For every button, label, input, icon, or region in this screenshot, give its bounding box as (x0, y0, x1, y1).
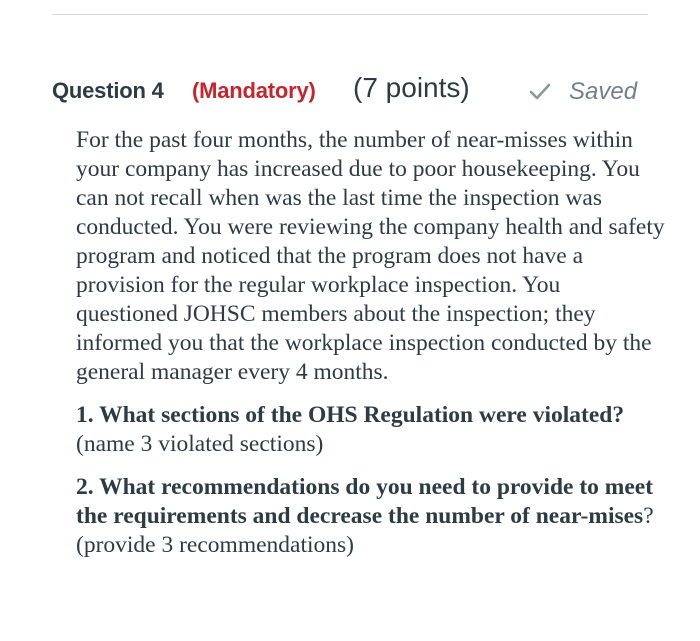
sub-question-1-note: (name 3 violated sections) (76, 431, 324, 457)
sub-question-1-prompt: 1. What sections of the OHS Regulation were violated? (76, 402, 625, 428)
mandatory-label: (Mandatory) (192, 78, 316, 103)
sub-question-1 (76, 401, 666, 459)
check-icon (529, 82, 551, 102)
scenario-text: For the past four months, the number of near-misses within your company has increased due to poor housekeeping. You can not recall when was the last time the inspection was conducted. You were reviewing the company health and safety program and noticed that the program does not have a provision for the regular workplace inspection. You questioned JOHSC members about the inspection; they informed you that the workplace inspection conducted by the general manager every 4 months. (76, 127, 665, 385)
sub-question-2-note: ? (provide 3 recommendations) (76, 503, 654, 558)
question-title: Question 4 (52, 78, 164, 103)
sub-question-2 (76, 473, 666, 560)
question-body (76, 126, 666, 574)
points-label: (7 points) (353, 72, 470, 103)
top-divider (52, 14, 648, 15)
question-header (52, 68, 652, 112)
sub-question-2-prompt: 2. What recommendations do you need to provide to meet the requirements and decrease the number of near-mises (76, 474, 654, 529)
saved-label: Saved (569, 78, 638, 105)
